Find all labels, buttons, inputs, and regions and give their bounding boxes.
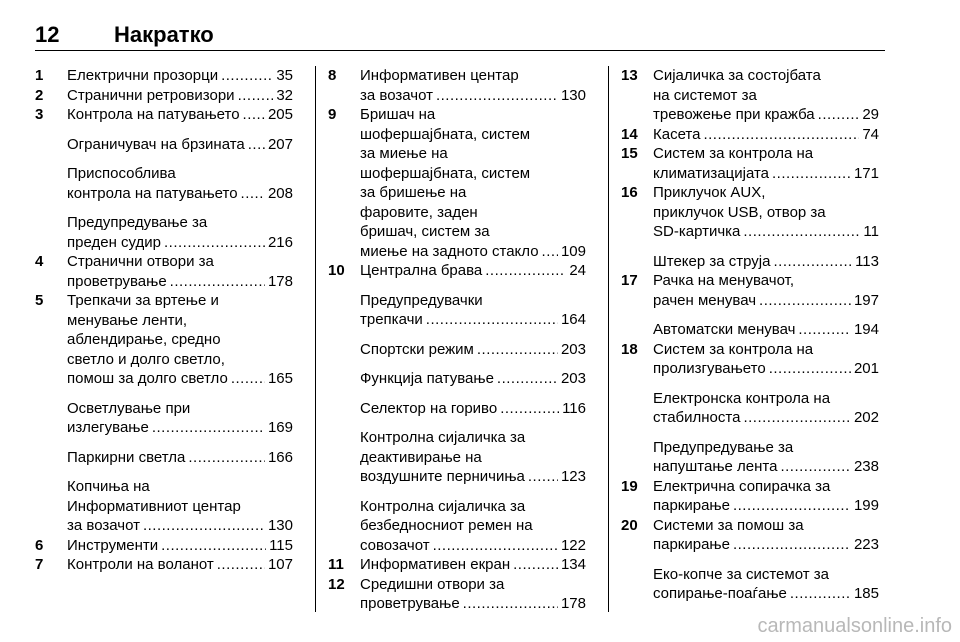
entry-text: Средишни отвори за bbox=[360, 575, 505, 593]
dot-leader bbox=[733, 496, 851, 516]
entry-text: рачен менувач bbox=[653, 291, 757, 309]
entry-text: Електронска контрола на bbox=[653, 389, 831, 407]
dot-leader bbox=[769, 359, 851, 379]
entry-text: Странични ретровизори bbox=[67, 86, 235, 104]
entry-text: Селектор на гориво bbox=[360, 399, 498, 417]
page-reference[interactable]: 11 bbox=[863, 223, 879, 240]
index-entry[interactable] bbox=[35, 164, 293, 203]
index-entry[interactable] bbox=[328, 291, 586, 330]
page-reference[interactable]: 202 bbox=[853, 409, 879, 426]
page-title: Накратко bbox=[114, 22, 214, 47]
dot-leader bbox=[433, 536, 558, 556]
page-reference[interactable]: 203 bbox=[560, 340, 586, 358]
entry-text: приклучок USB, отвор за bbox=[653, 203, 826, 221]
entry-number: 4 bbox=[35, 253, 44, 270]
index-entry[interactable] bbox=[35, 555, 293, 575]
entry-text: Трепкачи за вртење и bbox=[67, 292, 219, 309]
index-entry[interactable] bbox=[328, 105, 586, 261]
entry-text: Паркирни светла bbox=[67, 448, 186, 466]
entry-text: Рачка на менувачот, bbox=[653, 272, 794, 289]
dot-leader bbox=[772, 164, 851, 184]
entry-text: за возачот bbox=[360, 86, 433, 104]
index-entry[interactable] bbox=[621, 66, 879, 125]
entry-text: Странични отвори за bbox=[67, 253, 214, 270]
entry-number: 12 bbox=[328, 575, 345, 593]
index-entry[interactable] bbox=[35, 66, 293, 86]
entry-text: Контролна сијаличка за bbox=[360, 497, 526, 515]
entry-text: Контрола на патувањето bbox=[67, 106, 240, 123]
entry-text: аблендирање, средно bbox=[67, 331, 221, 348]
entry-text: светло и долго светло, bbox=[67, 350, 225, 368]
entry-number: 2 bbox=[35, 86, 44, 104]
page-reference[interactable]: 74 bbox=[862, 125, 879, 143]
index-entry[interactable] bbox=[621, 271, 879, 310]
entry-number: 16 bbox=[621, 184, 638, 201]
entry-text: проветрување bbox=[360, 595, 460, 612]
entry-text: Штекер за струја bbox=[653, 252, 771, 270]
index-entry[interactable] bbox=[35, 135, 293, 155]
dot-leader bbox=[780, 457, 851, 477]
page-reference[interactable]: 130 bbox=[267, 517, 293, 534]
entry-text: Информативен екран bbox=[360, 556, 511, 573]
entry-text: сопирање-поаѓање bbox=[653, 585, 787, 602]
dot-leader bbox=[152, 418, 265, 438]
entry-text: бришач, систем за bbox=[360, 223, 490, 240]
entry-text: Предупредување за bbox=[653, 438, 794, 456]
entry-text: за бришење на bbox=[360, 184, 467, 201]
index-entry[interactable] bbox=[35, 399, 293, 438]
entry-text: Автоматски менувач bbox=[653, 321, 796, 338]
page-reference[interactable]: 134 bbox=[560, 556, 586, 573]
entry-text: за возачот bbox=[67, 517, 140, 534]
entry-text: Еко-копче за системот за bbox=[653, 565, 829, 583]
entry-text: контрола на патувањето bbox=[67, 184, 238, 202]
entry-number: 15 bbox=[621, 145, 638, 162]
index-entry[interactable] bbox=[621, 565, 879, 604]
entry-text: совозачот bbox=[360, 536, 430, 554]
page-reference[interactable]: 165 bbox=[267, 370, 293, 387]
page-reference[interactable]: 203 bbox=[560, 370, 586, 387]
dot-leader bbox=[743, 408, 851, 428]
dot-leader bbox=[221, 66, 273, 86]
dot-leader bbox=[798, 320, 851, 340]
entry-text: Касета bbox=[653, 125, 701, 143]
dot-leader bbox=[426, 310, 558, 330]
entry-text: шофершајбната, систем bbox=[360, 125, 531, 143]
index-entry[interactable] bbox=[621, 340, 879, 379]
page-reference[interactable]: 199 bbox=[853, 497, 879, 514]
dot-leader bbox=[513, 555, 558, 575]
index-entry[interactable] bbox=[328, 399, 586, 419]
index-entry[interactable] bbox=[621, 320, 879, 340]
index-entry[interactable] bbox=[621, 125, 879, 145]
entry-text: Сијаличка за состојбата bbox=[653, 67, 821, 84]
dot-leader bbox=[477, 340, 558, 360]
dot-leader bbox=[497, 369, 558, 389]
page-reference[interactable]: 207 bbox=[267, 135, 293, 153]
entry-text: Предупредување за bbox=[67, 214, 208, 231]
page-reference[interactable]: 113 bbox=[855, 252, 879, 270]
entry-text: шофершајбната, систем bbox=[360, 164, 531, 182]
entry-text: Копчиња на bbox=[67, 478, 150, 495]
page-reference[interactable]: 130 bbox=[560, 86, 586, 104]
entry-text: деактивирање на bbox=[360, 448, 482, 466]
dot-leader bbox=[703, 125, 859, 145]
dot-leader bbox=[790, 584, 851, 604]
dot-leader bbox=[248, 135, 265, 155]
page-reference[interactable]: 171 bbox=[853, 164, 879, 182]
entry-text: воздушните перничиња bbox=[360, 468, 525, 485]
entry-text: Предупредувачки bbox=[360, 291, 483, 309]
entry-text: за миење на bbox=[360, 145, 448, 162]
entry-text: Контролна сијаличка за bbox=[360, 429, 526, 446]
index-column-3 bbox=[621, 66, 879, 604]
dot-leader bbox=[436, 86, 558, 106]
dot-leader bbox=[463, 594, 558, 614]
index-entry[interactable] bbox=[328, 66, 586, 105]
entry-text: паркирање bbox=[653, 497, 730, 514]
page-reference[interactable]: 123 bbox=[560, 468, 586, 485]
index-entry[interactable] bbox=[621, 477, 879, 516]
index-entry[interactable] bbox=[621, 252, 879, 272]
entry-number: 14 bbox=[621, 125, 638, 143]
index-entry[interactable] bbox=[328, 369, 586, 389]
dot-leader bbox=[759, 291, 851, 311]
page-reference[interactable]: 205 bbox=[267, 106, 293, 123]
index-entry[interactable] bbox=[35, 291, 293, 389]
page-reference[interactable]: 107 bbox=[267, 556, 293, 573]
page-reference[interactable]: 164 bbox=[560, 311, 586, 328]
entry-text: Осветлување при bbox=[67, 399, 191, 417]
page-reference[interactable]: 24 bbox=[569, 262, 586, 279]
entry-number: 18 bbox=[621, 340, 638, 358]
index-column-1 bbox=[35, 66, 293, 575]
entry-text: Ограничувач на брзината bbox=[67, 135, 245, 153]
dot-leader bbox=[485, 261, 566, 281]
index-entry[interactable] bbox=[35, 252, 293, 291]
entry-text: Инструменти bbox=[67, 536, 159, 554]
index-entry[interactable] bbox=[328, 428, 586, 487]
page-reference[interactable]: 238 bbox=[853, 458, 879, 475]
dot-leader bbox=[733, 535, 851, 555]
index-entry[interactable] bbox=[621, 438, 879, 477]
entry-text: менување ленти, bbox=[67, 311, 188, 329]
index-entry[interactable] bbox=[328, 575, 586, 614]
entry-number: 3 bbox=[35, 106, 44, 123]
watermark: carmanualsonline.info bbox=[757, 615, 952, 637]
dot-leader bbox=[500, 399, 559, 419]
dot-leader bbox=[217, 555, 265, 575]
entry-text: Контроли на воланот bbox=[67, 556, 214, 573]
page-number: 12 bbox=[35, 22, 60, 47]
entry-text: напуштање лента bbox=[653, 458, 778, 475]
page-reference[interactable]: 169 bbox=[267, 419, 293, 436]
entry-text: Информативен центар bbox=[360, 67, 519, 84]
entry-text: Функција патување bbox=[360, 370, 494, 387]
page-reference[interactable]: 35 bbox=[276, 67, 293, 84]
entry-text: тревожење при кражба bbox=[653, 106, 815, 123]
index-entry[interactable] bbox=[35, 86, 293, 106]
page-reference[interactable]: 223 bbox=[853, 536, 879, 553]
entry-number: 11 bbox=[328, 556, 344, 573]
entry-text: Системи за помош за bbox=[653, 516, 804, 534]
entry-text: Приспособлива bbox=[67, 165, 176, 182]
index-entry[interactable] bbox=[328, 555, 586, 575]
entry-text: Спортски режим bbox=[360, 340, 474, 358]
entry-number: 7 bbox=[35, 556, 44, 573]
index-entry[interactable] bbox=[621, 183, 879, 242]
entry-text: климатизацијата bbox=[653, 164, 770, 182]
entry-text: Електрична сопирачка за bbox=[653, 477, 831, 495]
page-header bbox=[35, 22, 885, 50]
entry-number: 8 bbox=[328, 67, 337, 84]
dot-leader bbox=[243, 105, 265, 125]
page-reference[interactable]: 166 bbox=[267, 448, 293, 466]
index-entry[interactable] bbox=[621, 144, 879, 183]
entry-text: Систем за контрола на bbox=[653, 145, 814, 162]
entry-number: 5 bbox=[35, 292, 44, 309]
entry-text: на системот за bbox=[653, 86, 757, 104]
index-entry[interactable] bbox=[621, 516, 879, 555]
entry-text: Централна брава bbox=[360, 262, 483, 279]
dot-leader bbox=[238, 86, 274, 106]
entry-text: стабилноста bbox=[653, 409, 741, 426]
dot-leader bbox=[743, 222, 860, 242]
index-entry[interactable] bbox=[35, 477, 293, 536]
entry-text: Електрични прозорци bbox=[67, 67, 219, 84]
page-reference[interactable]: 116 bbox=[562, 399, 586, 417]
index-entry[interactable] bbox=[35, 105, 293, 125]
dot-leader bbox=[241, 184, 265, 204]
page-reference[interactable]: 194 bbox=[853, 321, 879, 338]
dot-leader bbox=[528, 467, 558, 487]
entry-text: пролизгувањето bbox=[653, 360, 766, 377]
index-entry[interactable] bbox=[35, 213, 293, 252]
entry-text: Бришач на bbox=[360, 106, 436, 123]
index-column-2 bbox=[328, 66, 586, 614]
entry-number: 20 bbox=[621, 516, 638, 534]
entry-number: 9 bbox=[328, 106, 337, 123]
dot-leader bbox=[188, 448, 265, 468]
page-reference[interactable]: 185 bbox=[853, 585, 879, 602]
dot-leader bbox=[773, 252, 852, 272]
page-reference[interactable]: 29 bbox=[862, 106, 879, 123]
entry-text: паркирање bbox=[653, 536, 730, 553]
index-entry[interactable] bbox=[328, 497, 586, 556]
dot-leader bbox=[818, 105, 860, 125]
entry-number: 10 bbox=[328, 262, 345, 279]
page-reference[interactable]: 178 bbox=[560, 595, 586, 612]
page-reference[interactable]: 122 bbox=[560, 536, 586, 554]
entry-text: помош за долго светло bbox=[67, 370, 228, 387]
dot-leader bbox=[164, 233, 265, 253]
index-entry[interactable] bbox=[328, 340, 586, 360]
index-entry[interactable] bbox=[35, 448, 293, 468]
dot-leader bbox=[170, 272, 265, 292]
entry-text: трепкачи bbox=[360, 311, 423, 328]
page-reference[interactable]: 208 bbox=[267, 184, 293, 202]
page-reference[interactable]: 216 bbox=[267, 233, 293, 251]
page-reference[interactable]: 115 bbox=[269, 536, 293, 554]
page-reference[interactable]: 32 bbox=[276, 86, 293, 104]
entry-text: SD-картичка bbox=[653, 223, 741, 240]
entry-number: 1 bbox=[35, 67, 44, 84]
entry-text: Информативниот центар bbox=[67, 497, 241, 515]
entry-text: проветрување bbox=[67, 272, 167, 290]
dot-leader bbox=[161, 536, 266, 556]
dot-leader bbox=[231, 369, 265, 389]
entry-number: 17 bbox=[621, 272, 638, 289]
entry-number: 19 bbox=[621, 477, 638, 495]
entry-text: излегување bbox=[67, 419, 149, 436]
entry-text: безбедносниот ремен на bbox=[360, 517, 533, 534]
entry-text: Приклучок AUX, bbox=[653, 184, 766, 201]
page-reference[interactable]: 201 bbox=[853, 360, 879, 377]
entry-text: миење на задното стакло bbox=[360, 242, 539, 260]
column-divider bbox=[315, 66, 316, 612]
entry-text: преден судир bbox=[67, 233, 161, 251]
index-entry[interactable] bbox=[621, 389, 879, 428]
page-reference[interactable]: 109 bbox=[560, 242, 586, 260]
index-entry[interactable] bbox=[328, 261, 586, 281]
index-entry[interactable] bbox=[35, 536, 293, 556]
entry-text: фаровите, заден bbox=[360, 203, 478, 221]
entry-number: 13 bbox=[621, 67, 638, 84]
page-reference[interactable]: 197 bbox=[853, 291, 879, 309]
entry-text: Систем за контрола на bbox=[653, 340, 814, 358]
entry-number: 6 bbox=[35, 536, 44, 554]
page-reference[interactable]: 178 bbox=[267, 272, 293, 290]
header-rule bbox=[35, 50, 885, 51]
column-divider bbox=[608, 66, 609, 612]
dot-leader bbox=[542, 242, 558, 262]
dot-leader bbox=[143, 516, 265, 536]
